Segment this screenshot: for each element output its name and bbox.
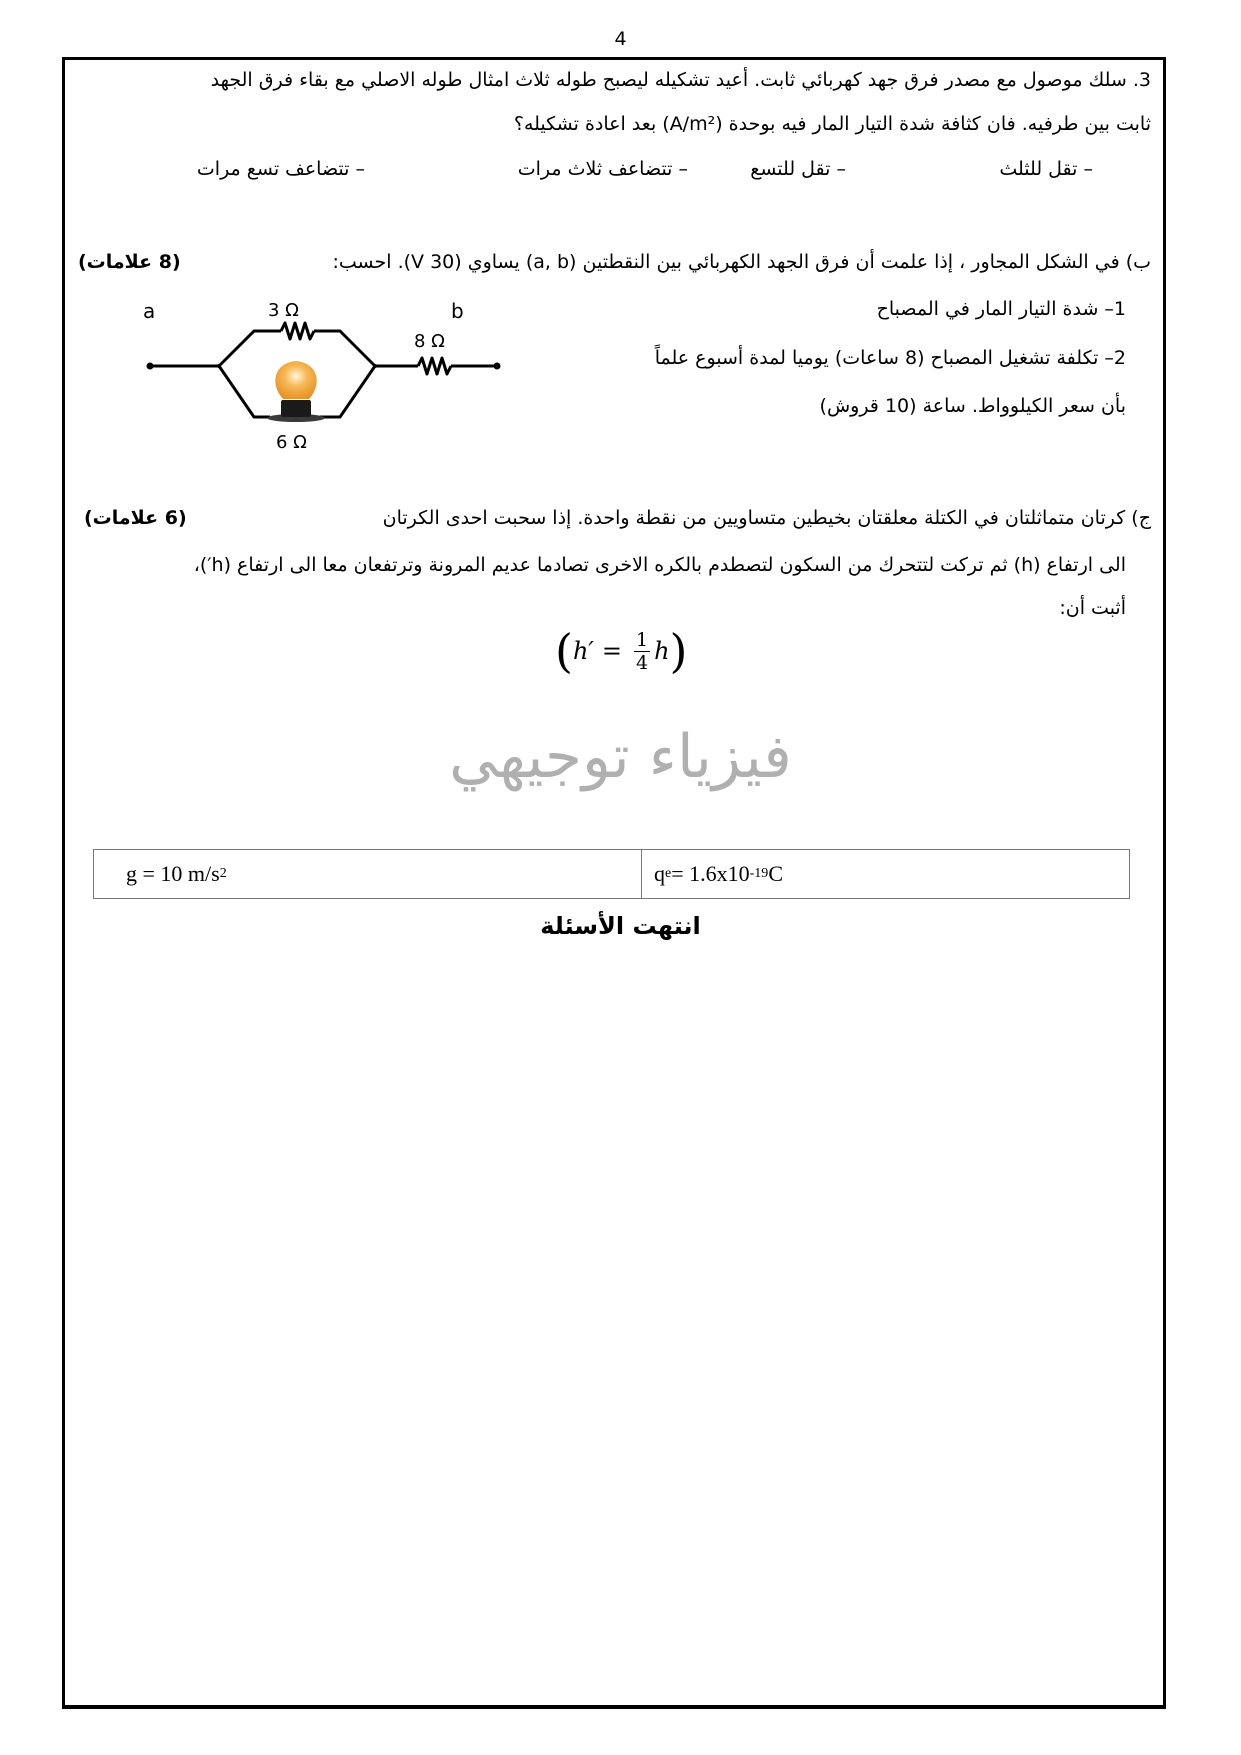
formula-equals: = (601, 637, 622, 665)
node-b (494, 363, 501, 370)
part-b-intro: ب) في الشكل المجاور ، إذا علمت أن فرق الجهد الكهربائي بين النقطتين (a, b) يساوي (30 V). احسب: (332, 251, 1151, 273)
formula-lhs: h′ (572, 637, 594, 665)
q3-line-2: ثابت بين طرفيه. فان كثافة شدة التيار المار فيه بوحدة (A/m²) بعد اعادة تشكيله؟ (513, 113, 1151, 135)
q3-option-4[interactable]: – تتضاعف تسع مرات (196, 158, 365, 180)
formula-fraction: $\frac{1}{4}$ (635, 628, 649, 674)
watermark: فيزياء توجيهي (449, 722, 792, 792)
resistor-8-ohm (418, 358, 451, 374)
page-number: 4 (614, 28, 627, 50)
part-b-item-3: بأن سعر الكيلوواط. ساعة (10 قروش) (819, 395, 1126, 417)
node-a (147, 363, 154, 370)
part-c-line-3: أثبت أن: (1059, 597, 1126, 619)
q3-option-2[interactable]: – تقل للتسع (750, 158, 846, 180)
q3-line-1: 3. سلك موصول مع مصدر فرق جهد كهربائي ثابت. أعيد تشكيله ليصبح طوله ثلاث امثال طوله الاصلي مع بقاء فرق الجهد (210, 69, 1151, 91)
open-paren: ( (555, 624, 573, 678)
q3-option-3[interactable]: – تتضاعف ثلاث مرات (517, 158, 688, 180)
part-b-item-1: 1– شدة التيار المار في المصباح (876, 298, 1126, 320)
constant-g: g = 10 m/s 2 (94, 850, 642, 898)
end-of-questions: انتهت الأسئلة (540, 912, 701, 940)
part-c-line-1: ج) كرتان متماثلتان في الكتلة معلقتان بخيطين متساويين من نقطة واحدة. إذا سحبت احدى الكرتان (382, 507, 1151, 529)
part-b-marks: (8 علامات) (78, 251, 181, 273)
constants-table (93, 849, 1130, 899)
label-8-ohm: 8 Ω (414, 331, 445, 352)
label-a: a (143, 299, 156, 323)
label-b: b (451, 299, 464, 323)
part-c-line-2: الى ارتفاع (h) ثم تركت لتتحرك من السكون لتصطدم بالكره الاخرى تصادما عديم المرونة وترتفعان معا الى ارتفاع (h′)، (193, 554, 1126, 576)
close-paren: ) (669, 624, 688, 678)
constant-qe: q e = 1.6x10 -19 C (654, 861, 783, 886)
lamp-icon (267, 361, 325, 422)
circuit-diagram (130, 285, 530, 465)
formula-rhs: h (654, 637, 670, 665)
label-3-ohm: 3 Ω (268, 300, 299, 321)
label-6-ohm: 6 Ω (276, 432, 307, 453)
part-c-marks: (6 علامات) (84, 507, 187, 529)
part-b-item-2: 2– تكلفة تشغيل المصباح (8 ساعات) يوميا لمدة أسبوع علماً (654, 347, 1126, 369)
proof-formula (555, 624, 688, 678)
resistor-3-ohm (281, 323, 314, 339)
q3-option-1[interactable]: – تقل للثلث (999, 158, 1093, 180)
